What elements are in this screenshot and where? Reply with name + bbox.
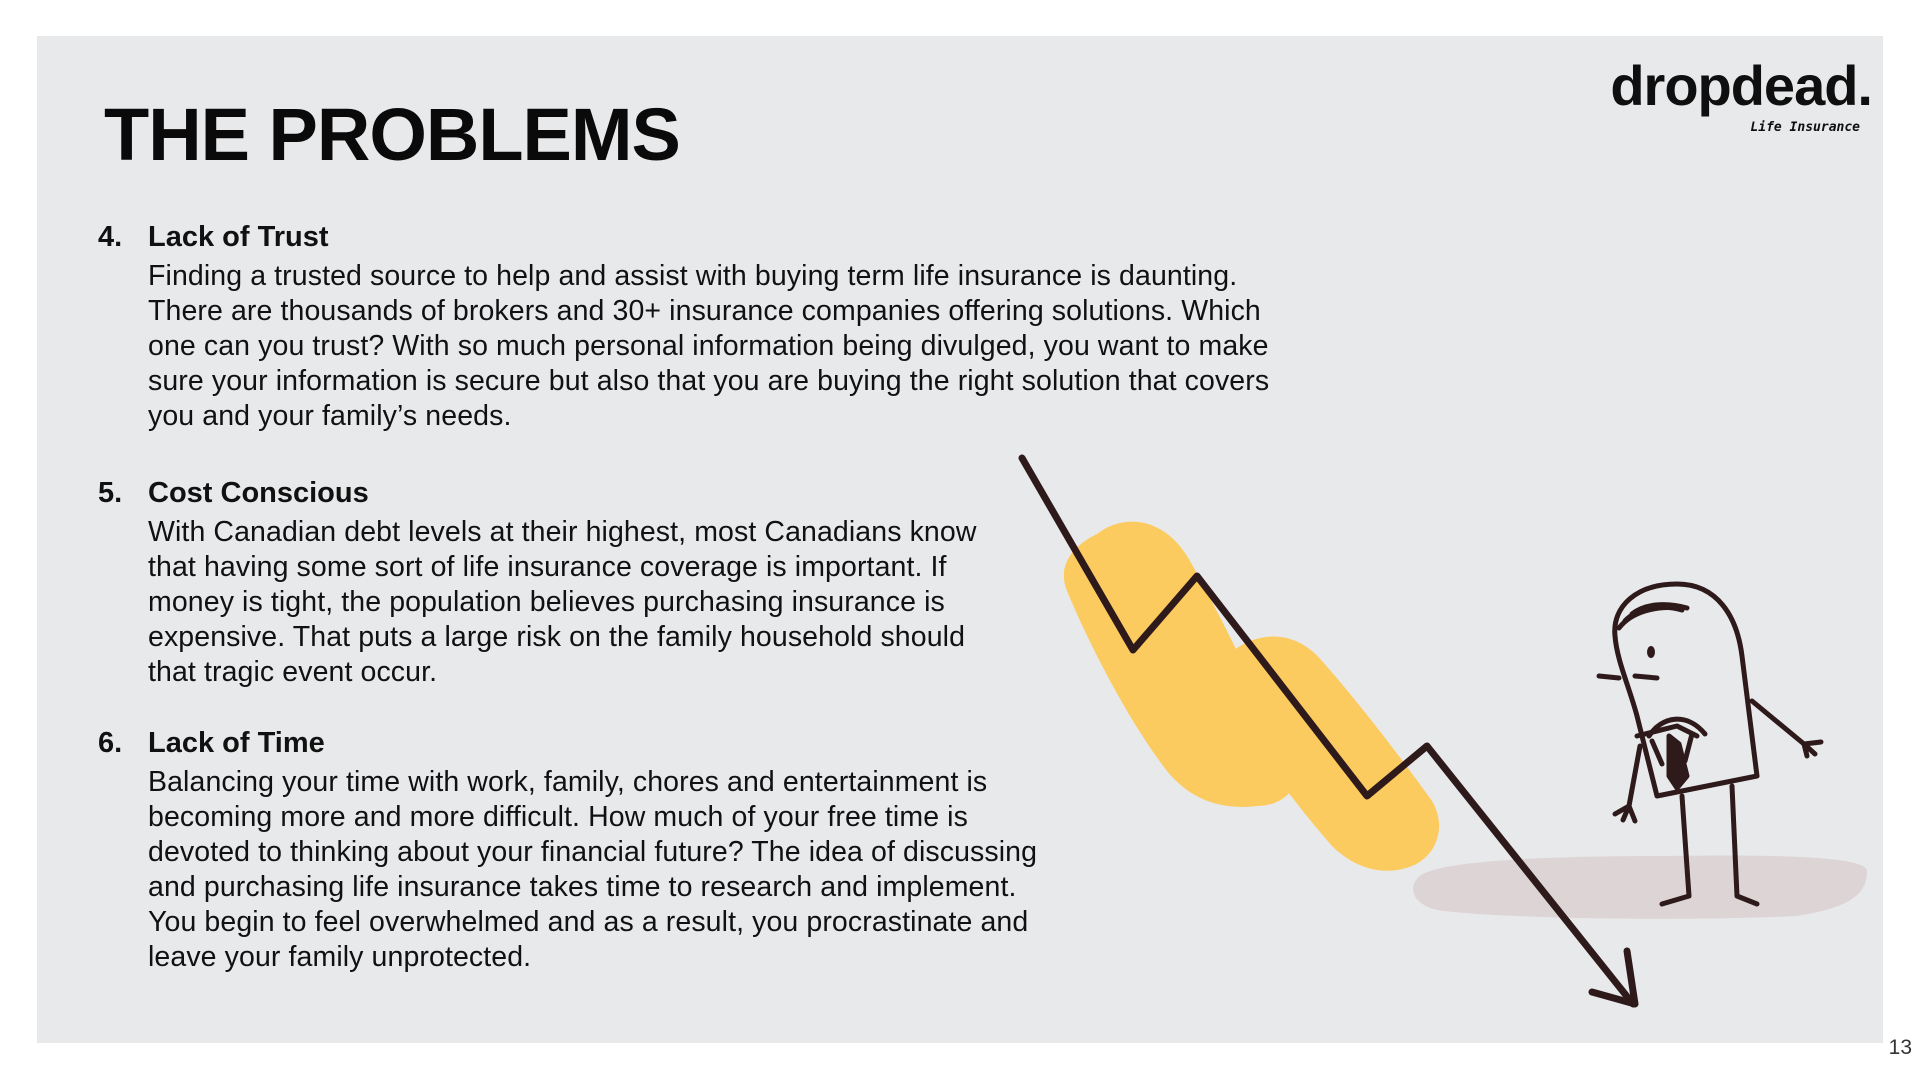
logo-subtitle: Life Insurance [1750,120,1860,135]
problem-number: 5. [98,477,123,509]
page-number: 13 [1888,1036,1912,1059]
problem-number: 4. [98,221,123,253]
problem-description: Balancing your time with work, family, chores and entertainment is becoming more and more difficult. How much of your free time is devoted to thinking about your financial future? The idea of discussing and purchasing life insurance takes time to research and implement. You begin to feel overwhelmed and as a result, you procrastinate and leave your family unprotected. [148,765,1038,973]
problem-heading: Lack of Time [148,727,325,759]
page-title: THE PROBLEMS [104,93,680,176]
ground-shadow [1413,856,1867,919]
problem-heading: Lack of Trust [148,221,329,253]
problem-description: With Canadian debt levels at their highest, most Canadians know that having some sort of life insurance coverage is important. If money is tight, the population believes purchasing insurance is expensive. That puts a large risk on the family household should that tragic event occur. [148,515,977,688]
logo-wordmark: dropdead. [1610,54,1872,117]
problem-heading: Cost Conscious [148,477,369,509]
problem-description: Finding a trusted source to help and assist with buying term life insurance is daunting. There are thousands of brokers and 30+ insurance companies offering solutions. Which one can you trust? With so much personal information being divulged, you want to make sure your information is secure but also that you are buying the right solution that covers you and your family’s needs. [148,259,1270,432]
problem-number: 6. [98,727,123,759]
slide [37,36,1883,1043]
falling-chart-character-illustration [37,36,1883,1043]
